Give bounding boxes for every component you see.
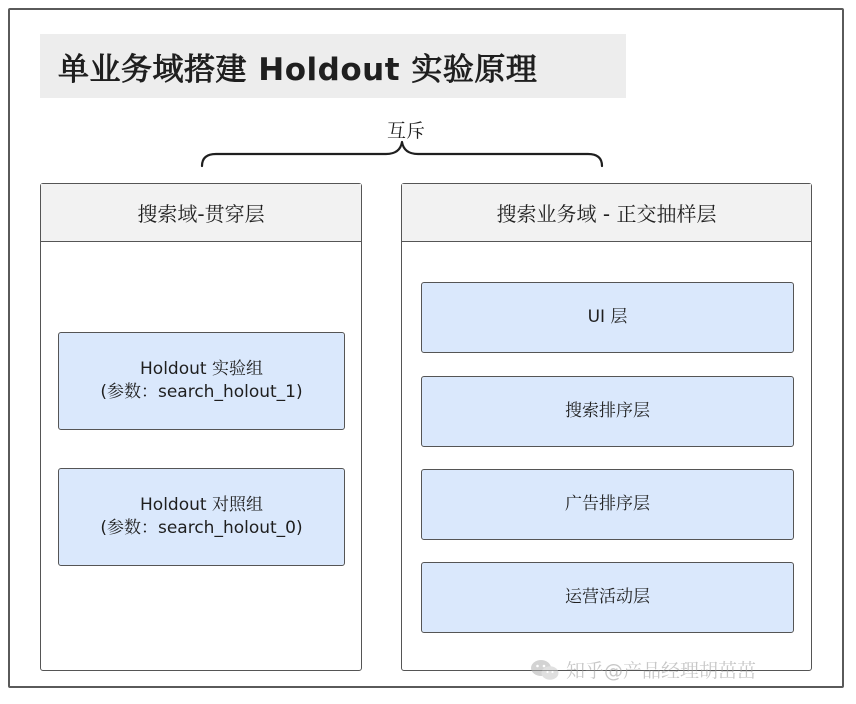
wechat-icon <box>530 658 560 682</box>
layer-ad-ranking <box>421 469 794 540</box>
right-panel-orthogonal-layer <box>401 183 812 671</box>
right-panel-header: 搜索业务域 - 正交抽样层 <box>402 184 811 242</box>
mutual-exclusion-label: 互斥 <box>386 120 425 142</box>
layer-label: UI 层 <box>587 307 628 328</box>
holdout-control-group <box>58 468 345 566</box>
layer-ui <box>421 282 794 353</box>
group-name: Holdout 实验组 <box>140 359 263 380</box>
layer-search-ranking <box>421 376 794 447</box>
layer-label: 广告排序层 <box>565 494 650 515</box>
diagram-title: 单业务域搭建 Holdout 实验原理 <box>58 51 538 88</box>
watermark <box>530 656 756 683</box>
holdout-experiment-group <box>58 332 345 430</box>
layer-label: 运营活动层 <box>565 587 650 608</box>
curly-brace-icon <box>198 138 606 170</box>
left-panel-header: 搜索域-贯穿层 <box>41 184 361 242</box>
left-panel-crossing-layer <box>40 183 362 671</box>
title-box <box>40 34 626 98</box>
group-param: (参数：search_holout_0) <box>100 518 303 538</box>
layer-label: 搜索排序层 <box>565 401 650 422</box>
layer-operations-activity <box>421 562 794 633</box>
group-param: (参数：search_holout_1) <box>100 382 303 402</box>
group-name: Holdout 对照组 <box>140 495 263 516</box>
watermark-text: 知乎@产品经理胡茁茁 <box>566 660 757 682</box>
